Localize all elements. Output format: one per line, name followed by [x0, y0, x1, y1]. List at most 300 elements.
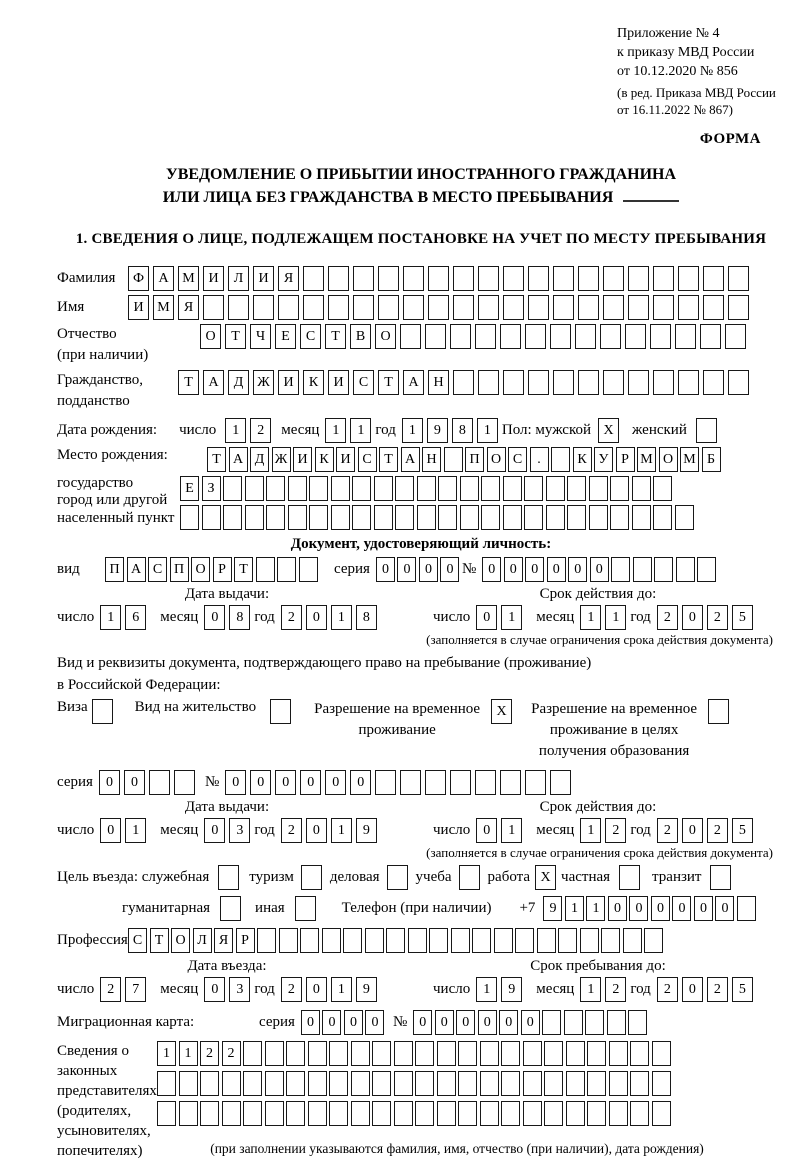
migration-series-cell[interactable]: 0 — [301, 1010, 320, 1035]
rvp-issue-year-cell[interactable]: 0 — [306, 818, 327, 843]
legal-representatives-cell[interactable] — [652, 1101, 671, 1126]
rvp-number-cell[interactable] — [400, 770, 421, 795]
rvp-number-cell[interactable]: 0 — [225, 770, 246, 795]
birthplace-cell[interactable]: Ж — [272, 447, 291, 472]
legal-representatives-cell[interactable] — [587, 1071, 606, 1096]
birth-year-cell[interactable]: 9 — [427, 418, 448, 443]
surname-cell[interactable] — [528, 266, 549, 291]
migration-series-cell[interactable]: 0 — [344, 1010, 363, 1035]
citizenship-cell[interactable] — [603, 370, 624, 395]
migration-number-cell[interactable] — [628, 1010, 647, 1035]
birthplace-cell[interactable] — [180, 505, 199, 530]
citizenship-cell[interactable] — [703, 370, 724, 395]
rvp-issue-year-cell[interactable]: 9 — [356, 818, 377, 843]
birthplace-cell[interactable] — [266, 505, 285, 530]
birthplace-cell[interactable]: О — [659, 447, 678, 472]
citizenship-cell[interactable] — [553, 370, 574, 395]
legal-representatives-cell[interactable] — [329, 1071, 348, 1096]
birthplace-cell[interactable] — [438, 505, 457, 530]
entry-month-cell[interactable]: 3 — [229, 977, 250, 1002]
name-cell[interactable] — [503, 295, 524, 320]
legal-representatives-cell[interactable] — [394, 1101, 413, 1126]
legal-representatives-cell[interactable] — [609, 1071, 628, 1096]
name-cell[interactable] — [353, 295, 374, 320]
profession-cell[interactable] — [408, 928, 427, 953]
birthplace-cell[interactable] — [438, 476, 457, 501]
birthplace-cell[interactable] — [352, 476, 371, 501]
birthplace-cell[interactable]: Р — [616, 447, 635, 472]
birthplace-cell[interactable] — [524, 505, 543, 530]
legal-representatives-cell[interactable] — [351, 1041, 370, 1066]
name-cell[interactable] — [528, 295, 549, 320]
surname-cell[interactable]: М — [178, 266, 199, 291]
legal-representatives-cell[interactable] — [329, 1101, 348, 1126]
phone-cell[interactable]: 0 — [608, 896, 627, 921]
doc-series-cell[interactable]: 0 — [376, 557, 395, 582]
profession-cell[interactable] — [429, 928, 448, 953]
legal-representatives-cell[interactable] — [566, 1071, 585, 1096]
legal-representatives-cell[interactable] — [544, 1071, 563, 1096]
migration-number-cell[interactable]: 0 — [413, 1010, 432, 1035]
doc-number-cell[interactable]: 0 — [590, 557, 609, 582]
patronymic-cell[interactable] — [425, 324, 446, 349]
patronymic-cell[interactable] — [600, 324, 621, 349]
patronymic-cell[interactable] — [725, 324, 746, 349]
id-issue-day-cell[interactable]: 1 — [100, 605, 121, 630]
phone-cell[interactable]: 0 — [629, 896, 648, 921]
id-valid-month-cell[interactable]: 1 — [605, 605, 626, 630]
purpose-study-checkbox[interactable] — [459, 865, 480, 890]
birthplace-cell[interactable] — [610, 476, 629, 501]
rvp-issue-year-cell[interactable]: 2 — [281, 818, 302, 843]
rvp-valid-month-cell[interactable]: 1 — [580, 818, 601, 843]
legal-representatives-cell[interactable] — [200, 1071, 219, 1096]
legal-representatives-cell[interactable] — [480, 1101, 499, 1126]
citizenship-cell[interactable] — [528, 370, 549, 395]
legal-representatives-cell[interactable] — [243, 1041, 262, 1066]
name-cell[interactable] — [728, 295, 749, 320]
rvp-number-cell[interactable]: 0 — [325, 770, 346, 795]
citizenship-cell[interactable] — [678, 370, 699, 395]
birthplace-cell[interactable]: С — [508, 447, 527, 472]
id-valid-day-cell[interactable]: 1 — [501, 605, 522, 630]
surname-cell[interactable] — [603, 266, 624, 291]
id-issue-month-cell[interactable]: 0 — [204, 605, 225, 630]
birthplace-cell[interactable] — [481, 476, 500, 501]
id-issue-day-cell[interactable]: 6 — [125, 605, 146, 630]
doc-kind-cell[interactable]: С — [148, 557, 167, 582]
entry-year-cell[interactable]: 0 — [306, 977, 327, 1002]
sex-female-checkbox[interactable] — [696, 418, 717, 443]
legal-representatives-cell[interactable] — [351, 1101, 370, 1126]
doc-kind-cell[interactable] — [277, 557, 296, 582]
name-cell[interactable] — [228, 295, 249, 320]
birthplace-cell[interactable] — [589, 505, 608, 530]
legal-representatives-cell[interactable] — [587, 1041, 606, 1066]
birthplace-cell[interactable]: М — [637, 447, 656, 472]
patronymic-cell[interactable] — [400, 324, 421, 349]
name-cell[interactable]: М — [153, 295, 174, 320]
surname-cell[interactable] — [403, 266, 424, 291]
phone-cell[interactable]: 0 — [672, 896, 691, 921]
profession-cell[interactable] — [580, 928, 599, 953]
rvp-issue-year-cell[interactable]: 1 — [331, 818, 352, 843]
profession-cell[interactable] — [365, 928, 384, 953]
rvp-number-cell[interactable] — [425, 770, 446, 795]
legal-representatives-cell[interactable] — [501, 1041, 520, 1066]
patronymic-cell[interactable] — [675, 324, 696, 349]
patronymic-cell[interactable]: С — [300, 324, 321, 349]
stay-year-cell[interactable]: 5 — [732, 977, 753, 1002]
id-issue-year-cell[interactable]: 8 — [356, 605, 377, 630]
legal-representatives-cell[interactable] — [501, 1101, 520, 1126]
purpose-humanitarian-checkbox[interactable] — [220, 896, 241, 921]
legal-representatives-cell[interactable] — [200, 1101, 219, 1126]
doc-kind-cell[interactable]: О — [191, 557, 210, 582]
entry-year-cell[interactable]: 2 — [281, 977, 302, 1002]
birthplace-cell[interactable] — [417, 476, 436, 501]
birthplace-cell[interactable] — [374, 476, 393, 501]
doc-kind-cell[interactable]: П — [105, 557, 124, 582]
surname-cell[interactable] — [328, 266, 349, 291]
birthplace-cell[interactable]: И — [336, 447, 355, 472]
stay-year-cell[interactable]: 2 — [707, 977, 728, 1002]
id-issue-month-cell[interactable]: 8 — [229, 605, 250, 630]
legal-representatives-cell[interactable] — [652, 1071, 671, 1096]
birthplace-cell[interactable]: Д — [250, 447, 269, 472]
citizenship-cell[interactable]: К — [303, 370, 324, 395]
patronymic-cell[interactable]: Ч — [250, 324, 271, 349]
legal-representatives-cell[interactable] — [372, 1101, 391, 1126]
citizenship-cell[interactable]: С — [353, 370, 374, 395]
legal-representatives-cell[interactable] — [179, 1071, 198, 1096]
residence-permit-checkbox[interactable] — [270, 699, 291, 724]
id-valid-year-cell[interactable]: 2 — [657, 605, 678, 630]
name-cell[interactable] — [603, 295, 624, 320]
migration-number-cell[interactable] — [542, 1010, 561, 1035]
legal-representatives-cell[interactable] — [523, 1101, 542, 1126]
doc-number-cell[interactable]: 0 — [504, 557, 523, 582]
citizenship-cell[interactable] — [453, 370, 474, 395]
profession-cell[interactable] — [343, 928, 362, 953]
rvp-valid-day-cell[interactable]: 0 — [476, 818, 497, 843]
name-cell[interactable] — [378, 295, 399, 320]
surname-cell[interactable] — [353, 266, 374, 291]
rvp-series-cell[interactable] — [149, 770, 170, 795]
migration-number-cell[interactable]: 0 — [456, 1010, 475, 1035]
birth-year-cell[interactable]: 8 — [452, 418, 473, 443]
surname-cell[interactable] — [303, 266, 324, 291]
profession-cell[interactable]: Л — [193, 928, 212, 953]
migration-number-cell[interactable] — [564, 1010, 583, 1035]
rvp-issue-day-cell[interactable]: 1 — [125, 818, 146, 843]
doc-number-cell[interactable]: 0 — [568, 557, 587, 582]
profession-cell[interactable] — [558, 928, 577, 953]
rvp-number-cell[interactable]: 0 — [300, 770, 321, 795]
legal-representatives-cell[interactable] — [566, 1041, 585, 1066]
birthplace-cell[interactable] — [309, 476, 328, 501]
doc-kind-cell[interactable] — [256, 557, 275, 582]
patronymic-cell[interactable] — [475, 324, 496, 349]
birthplace-cell[interactable] — [395, 476, 414, 501]
rvp-number-cell[interactable] — [475, 770, 496, 795]
birthplace-cell[interactable] — [632, 476, 651, 501]
legal-representatives-cell[interactable] — [157, 1071, 176, 1096]
patronymic-cell[interactable]: О — [375, 324, 396, 349]
legal-representatives-cell[interactable] — [437, 1041, 456, 1066]
birthplace-cell[interactable] — [567, 505, 586, 530]
birth-year-cell[interactable]: 1 — [477, 418, 498, 443]
birthplace-cell[interactable] — [331, 505, 350, 530]
doc-number-cell[interactable] — [676, 557, 695, 582]
profession-cell[interactable] — [494, 928, 513, 953]
legal-representatives-cell[interactable] — [286, 1101, 305, 1126]
birthplace-cell[interactable] — [546, 505, 565, 530]
doc-kind-cell[interactable]: П — [170, 557, 189, 582]
legal-representatives-cell[interactable] — [523, 1041, 542, 1066]
birth-month-cell[interactable]: 1 — [350, 418, 371, 443]
id-issue-year-cell[interactable]: 1 — [331, 605, 352, 630]
id-valid-day-cell[interactable]: 0 — [476, 605, 497, 630]
phone-cell[interactable]: 0 — [715, 896, 734, 921]
birth-year-cell[interactable]: 1 — [402, 418, 423, 443]
id-valid-year-cell[interactable]: 5 — [732, 605, 753, 630]
birthplace-cell[interactable] — [675, 505, 694, 530]
birthplace-cell[interactable] — [352, 505, 371, 530]
legal-representatives-cell[interactable] — [157, 1101, 176, 1126]
patronymic-cell[interactable]: В — [350, 324, 371, 349]
legal-representatives-cell[interactable] — [630, 1101, 649, 1126]
doc-kind-cell[interactable]: Т — [234, 557, 253, 582]
birthplace-cell[interactable]: А — [401, 447, 420, 472]
surname-cell[interactable] — [703, 266, 724, 291]
birthplace-cell[interactable] — [309, 505, 328, 530]
legal-representatives-cell[interactable] — [480, 1041, 499, 1066]
legal-representatives-cell[interactable] — [415, 1101, 434, 1126]
doc-number-cell[interactable] — [611, 557, 630, 582]
citizenship-cell[interactable]: Т — [178, 370, 199, 395]
profession-cell[interactable] — [451, 928, 470, 953]
legal-representatives-cell[interactable] — [501, 1071, 520, 1096]
id-issue-year-cell[interactable]: 0 — [306, 605, 327, 630]
rvp-valid-year-cell[interactable]: 2 — [707, 818, 728, 843]
legal-representatives-cell[interactable] — [609, 1101, 628, 1126]
entry-month-cell[interactable]: 0 — [204, 977, 225, 1002]
id-issue-year-cell[interactable]: 2 — [281, 605, 302, 630]
legal-representatives-cell[interactable] — [458, 1101, 477, 1126]
doc-series-cell[interactable]: 0 — [419, 557, 438, 582]
name-cell[interactable] — [253, 295, 274, 320]
entry-year-cell[interactable]: 9 — [356, 977, 377, 1002]
legal-representatives-cell[interactable] — [480, 1071, 499, 1096]
migration-number-cell[interactable] — [607, 1010, 626, 1035]
profession-cell[interactable] — [601, 928, 620, 953]
doc-number-cell[interactable]: 0 — [482, 557, 501, 582]
entry-year-cell[interactable]: 1 — [331, 977, 352, 1002]
name-cell[interactable] — [278, 295, 299, 320]
purpose-official-checkbox[interactable] — [218, 865, 239, 890]
citizenship-cell[interactable]: И — [328, 370, 349, 395]
profession-cell[interactable] — [322, 928, 341, 953]
legal-representatives-cell[interactable] — [286, 1041, 305, 1066]
birthplace-cell[interactable] — [245, 476, 264, 501]
citizenship-cell[interactable]: Т — [378, 370, 399, 395]
birthplace-cell[interactable]: К — [315, 447, 334, 472]
birthplace-cell[interactable] — [444, 447, 463, 472]
surname-cell[interactable] — [553, 266, 574, 291]
patronymic-cell[interactable] — [500, 324, 521, 349]
legal-representatives-cell[interactable] — [630, 1071, 649, 1096]
phone-cell[interactable]: 9 — [543, 896, 562, 921]
rvp-number-cell[interactable] — [500, 770, 521, 795]
legal-representatives-cell[interactable] — [587, 1101, 606, 1126]
patronymic-cell[interactable]: Е — [275, 324, 296, 349]
birthplace-cell[interactable] — [460, 505, 479, 530]
legal-representatives-cell[interactable] — [394, 1041, 413, 1066]
birthplace-cell[interactable] — [610, 505, 629, 530]
patronymic-cell[interactable]: Т — [225, 324, 246, 349]
birthplace-cell[interactable]: Т — [379, 447, 398, 472]
profession-cell[interactable] — [300, 928, 319, 953]
citizenship-cell[interactable]: И — [278, 370, 299, 395]
profession-cell[interactable] — [279, 928, 298, 953]
birthplace-cell[interactable] — [245, 505, 264, 530]
surname-cell[interactable]: А — [153, 266, 174, 291]
surname-cell[interactable]: Л — [228, 266, 249, 291]
birthplace-cell[interactable] — [567, 476, 586, 501]
doc-series-cell[interactable]: 0 — [397, 557, 416, 582]
citizenship-cell[interactable] — [653, 370, 674, 395]
patronymic-cell[interactable] — [650, 324, 671, 349]
birthplace-cell[interactable]: Т — [207, 447, 226, 472]
citizenship-cell[interactable]: Ж — [253, 370, 274, 395]
citizenship-cell[interactable] — [728, 370, 749, 395]
birthplace-cell[interactable] — [524, 476, 543, 501]
legal-representatives-cell[interactable] — [630, 1041, 649, 1066]
birthplace-cell[interactable] — [503, 505, 522, 530]
profession-cell[interactable]: Я — [214, 928, 233, 953]
birthplace-cell[interactable] — [460, 476, 479, 501]
surname-cell[interactable]: Ф — [128, 266, 149, 291]
birthplace-cell[interactable] — [481, 505, 500, 530]
profession-cell[interactable] — [472, 928, 491, 953]
birthplace-cell[interactable]: М — [680, 447, 699, 472]
patronymic-cell[interactable] — [625, 324, 646, 349]
migration-number-cell[interactable] — [585, 1010, 604, 1035]
surname-cell[interactable] — [678, 266, 699, 291]
rvp-number-cell[interactable] — [450, 770, 471, 795]
legal-representatives-cell[interactable] — [179, 1101, 198, 1126]
birthplace-cell[interactable] — [653, 476, 672, 501]
birthplace-cell[interactable] — [223, 505, 242, 530]
legal-representatives-cell[interactable] — [222, 1071, 241, 1096]
birthplace-cell[interactable]: Е — [180, 476, 199, 501]
legal-representatives-cell[interactable] — [308, 1071, 327, 1096]
surname-cell[interactable] — [478, 266, 499, 291]
patronymic-cell[interactable] — [550, 324, 571, 349]
doc-number-cell[interactable] — [654, 557, 673, 582]
migration-number-cell[interactable]: 0 — [521, 1010, 540, 1035]
entry-day-cell[interactable]: 2 — [100, 977, 121, 1002]
legal-representatives-cell[interactable] — [458, 1041, 477, 1066]
profession-cell[interactable]: Р — [236, 928, 255, 953]
profession-cell[interactable] — [257, 928, 276, 953]
legal-representatives-cell[interactable] — [351, 1071, 370, 1096]
purpose-business-checkbox[interactable] — [387, 865, 408, 890]
purpose-work-checkbox[interactable]: X — [535, 865, 556, 890]
entry-day-cell[interactable]: 7 — [125, 977, 146, 1002]
profession-cell[interactable] — [623, 928, 642, 953]
birthplace-cell[interactable]: А — [229, 447, 248, 472]
profession-cell[interactable] — [386, 928, 405, 953]
stay-year-cell[interactable]: 0 — [682, 977, 703, 1002]
purpose-private-checkbox[interactable] — [619, 865, 640, 890]
legal-representatives-cell[interactable]: 1 — [157, 1041, 176, 1066]
legal-representatives-cell[interactable] — [394, 1071, 413, 1096]
rvp-series-cell[interactable]: 0 — [99, 770, 120, 795]
migration-series-cell[interactable]: 0 — [365, 1010, 384, 1035]
phone-cell[interactable] — [737, 896, 756, 921]
legal-representatives-cell[interactable] — [243, 1101, 262, 1126]
name-cell[interactable]: И — [128, 295, 149, 320]
birthplace-cell[interactable] — [202, 505, 221, 530]
doc-kind-cell[interactable] — [299, 557, 318, 582]
legal-representatives-cell[interactable] — [609, 1041, 628, 1066]
patronymic-cell[interactable]: О — [200, 324, 221, 349]
name-cell[interactable] — [553, 295, 574, 320]
name-cell[interactable] — [478, 295, 499, 320]
rvp-valid-year-cell[interactable]: 2 — [657, 818, 678, 843]
purpose-tourism-checkbox[interactable] — [301, 865, 322, 890]
phone-cell[interactable]: 1 — [565, 896, 584, 921]
name-cell[interactable] — [653, 295, 674, 320]
legal-representatives-cell[interactable] — [372, 1071, 391, 1096]
rvp-number-cell[interactable] — [375, 770, 396, 795]
birthplace-cell[interactable]: Н — [422, 447, 441, 472]
citizenship-cell[interactable] — [503, 370, 524, 395]
legal-representatives-cell[interactable] — [329, 1041, 348, 1066]
phone-cell[interactable]: 1 — [586, 896, 605, 921]
rvp-issue-month-cell[interactable]: 3 — [229, 818, 250, 843]
rvp-number-cell[interactable]: 0 — [350, 770, 371, 795]
birthplace-cell[interactable] — [288, 476, 307, 501]
rvp-number-cell[interactable]: 0 — [275, 770, 296, 795]
patronymic-cell[interactable] — [450, 324, 471, 349]
surname-cell[interactable] — [578, 266, 599, 291]
legal-representatives-cell[interactable] — [437, 1071, 456, 1096]
temp-residence-edu-checkbox[interactable] — [708, 699, 729, 724]
surname-cell[interactable] — [378, 266, 399, 291]
name-cell[interactable] — [203, 295, 224, 320]
birthplace-cell[interactable]: Б — [702, 447, 721, 472]
legal-representatives-cell[interactable]: 2 — [222, 1041, 241, 1066]
birthplace-cell[interactable] — [546, 476, 565, 501]
patronymic-cell[interactable] — [700, 324, 721, 349]
legal-representatives-cell[interactable] — [652, 1041, 671, 1066]
rvp-number-cell[interactable]: 0 — [250, 770, 271, 795]
citizenship-cell[interactable]: Д — [228, 370, 249, 395]
rvp-valid-day-cell[interactable]: 1 — [501, 818, 522, 843]
birthplace-cell[interactable] — [632, 505, 651, 530]
migration-series-cell[interactable]: 0 — [322, 1010, 341, 1035]
profession-cell[interactable] — [644, 928, 663, 953]
name-cell[interactable] — [628, 295, 649, 320]
patronymic-cell[interactable] — [575, 324, 596, 349]
temp-residence-checkbox[interactable]: X — [491, 699, 512, 724]
legal-representatives-cell[interactable] — [544, 1101, 563, 1126]
birthplace-cell[interactable] — [288, 505, 307, 530]
legal-representatives-cell[interactable] — [308, 1101, 327, 1126]
